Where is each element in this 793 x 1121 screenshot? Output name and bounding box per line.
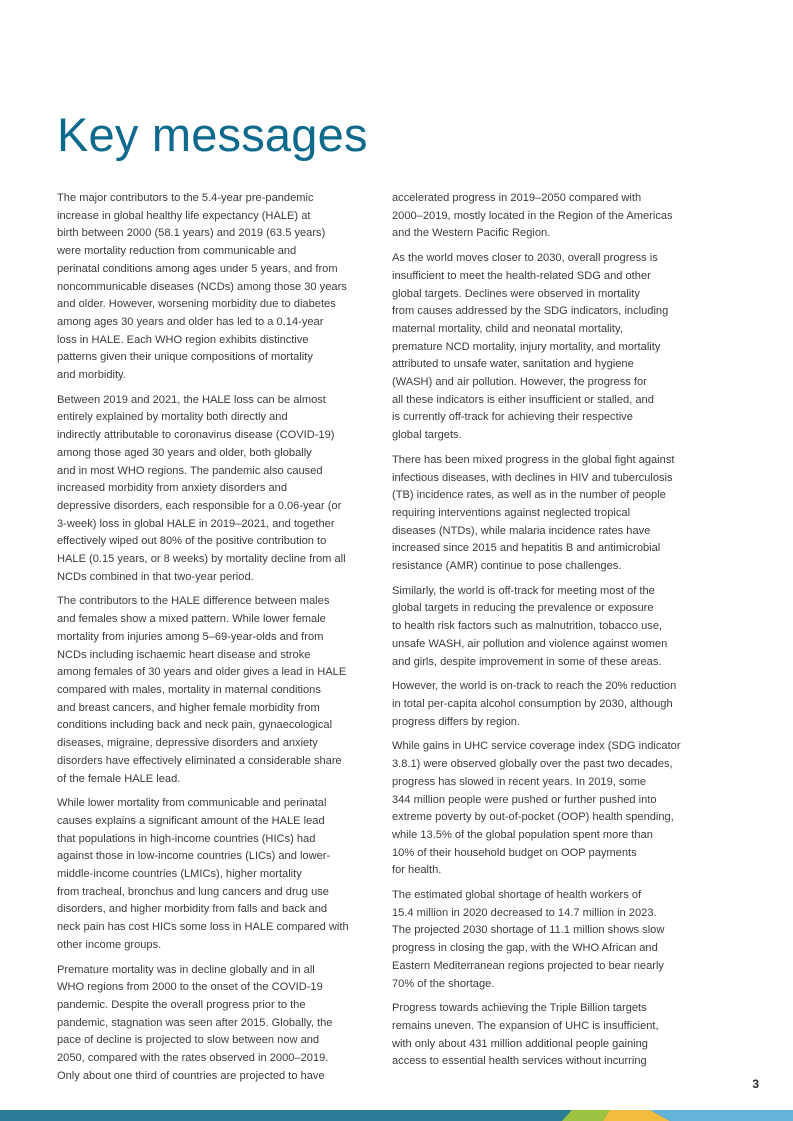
paragraph: However, the world is on-track to reach the 20% reduction in total per-capita alcohol consumption by 2030, although progress differs by region. <box>392 680 677 728</box>
paragraph: Similarly, the world is off-track for meeting most of the global targets in reducing the prevalence or exposure to health risk factors such as malnutrition, tobacco use, unsafe WASH, air pollution and violence against women and girls, despite improvement in some of these areas. <box>392 584 668 668</box>
paragraph: Progress towards achieving the Triple Billion targets remains uneven. The expansion of UHC is insufficient, with only about 431 million additional people gaining access to essential health services without incurring <box>392 1002 659 1068</box>
paragraph: The major contributors to the 5.4-year pre-pandemic increase in global healthy life expectancy (HALE) at birth between 2000 (58.1 years) and 2019 (63.5 years) were mortality reduction from communicable and perinatal conditions among ages under 5 years, and from noncommunicable diseases (NCDs) among those 30 years and older. However, worsening morbidity due to diabetes among ages 30 years and older has led to a 0.14-year loss in HALE. Each WHO region exhibits distinctive patterns given their unique compositions of mortality and morbidity. <box>57 192 347 382</box>
paragraph: The contributors to the HALE difference between males and females show a mixed pattern. While lower female mortality from injuries among 5–69-year-olds and from NCDs including ischaemic heart disease and stroke among females of 30 years and older gives a lead in HALE compared with males, mortality in maternal conditions and breast cancers, and higher female morbidity from conditions including back and neck pain, gynaecological diseases, migraine, depressive disorders and anxiety disorders have effectively eliminated a considerable share of the female HALE lead. <box>57 595 347 785</box>
paragraph: While gains in UHC service coverage index (SDG indicator 3.8.1) were observed globally over the past two decades, progress has slowed in recent years. In 2019, some 344 million people were pushed or further pushed into extreme poverty by out-of-pocket (OOP) health spending, while 13.5% of the global population spent more than 10% of their household budget on OOP payments for health. <box>392 740 681 877</box>
page-number: 3 <box>752 1077 759 1091</box>
paragraph: There has been mixed progress in the global fight against infectious diseases, with declines in HIV and tuberculosis (TB) incidence rates, as well as in the number of people requiring interventions against neglected tropical diseases (NTDs), while malaria incidence rates have increased since 2015 and hepatitis B and antimicrobial resistance (AMR) continue to pose challenges. <box>392 453 675 573</box>
paragraph: Between 2019 and 2021, the HALE loss can be almost entirely explained by mortality both directly and indirectly attributable to coronavirus disease (COVID-19) among those aged 30 years and older, both globally and in most WHO regions. The pandemic also caused increased morbidity from anxiety disorders and depressive disorders, each responsible for a 0.06-year (or 3-week) loss in global HALE in 2019–2021, and together effectively wiped out 80% of the positive contribution to HALE (0.15 years, or 8 weeks) by mortality decline from all NCDs combined in that two-year period. <box>57 393 346 583</box>
right-column <box>392 190 700 1078</box>
footer-band <box>0 1110 793 1121</box>
paragraph: Premature mortality was in decline globally and in all WHO regions from 2000 to the onset of the COVID-19 pandemic. Despite the overall progress prior to the pandemic, stagnation was seen after 2015. Globally, the pace of decline is projected to slow between now and 2050, compared with the rates observed in 2000–2019. Only about one third of countries are projected to have <box>57 963 333 1082</box>
paragraph: While lower mortality from communicable and perinatal causes explains a significant amount of the HALE lead that populations in high-income countries (HICs) had against those in low-income countries (LICs) and lower- middle-income countries (LMICs), higher mortality from tracheal, bronchus and lung cancers and drug use disorders, and higher morbidity from falls and back and neck pain has cost HICs some loss in HALE compared with other income groups. <box>57 797 349 951</box>
footer-stripe-light-blue <box>650 1110 793 1121</box>
page-title: Key messages <box>57 108 368 161</box>
paragraph: As the world moves closer to 2030, overall progress is insufficient to meet the health-related SDG and other global targets. Declines were observed in mortality from causes addressed by the SDG indicators, including maternal mortality, child and neonatal mortality, premature NCD mortality, injury mortality, and mortality attributed to unsafe water, sanitation and hygiene (WASH) and air pollution. However, the progress for all these indicators is either insufficient or stalled, and is currently off-track for achieving their respective global targets. <box>392 252 669 442</box>
paragraph: The estimated global shortage of health workers of 15.4 million in 2020 decreased to 14.7 million in 2023. The projected 2030 shortage of 11.1 million shows slow progress in closing the gap, with the WHO African and Eastern Mediterranean regions projected to bear nearly 70% of the shortage. <box>392 889 665 990</box>
paragraph: accelerated progress in 2019–2050 compared with 2000–2019, mostly located in the Region of the Americas and the Western Pacific Region. <box>392 192 673 240</box>
left-column <box>57 190 361 1092</box>
